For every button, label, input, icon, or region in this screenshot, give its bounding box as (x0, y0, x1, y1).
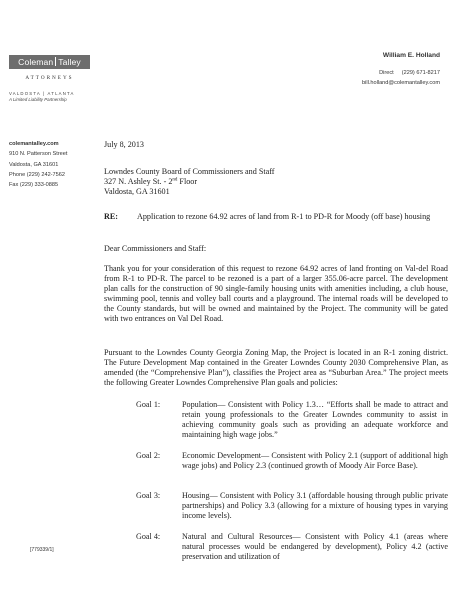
recipient-street-pre: 327 N. Ashley St. - 2 (104, 177, 173, 187)
goal-text: Population— Consistent with Policy 1.3… “Efforts shall be made to attract and retain young professionals to the Greater Lowndes community to assist in achieving community goals such as providing an adequate workforce and maintaining high wage jobs.” (182, 400, 448, 440)
recipient-street-sup: nd (172, 177, 178, 183)
direct-phone: (229) 671-8217 (401, 70, 440, 76)
recipient-city: Valdosta, GA 31601 (104, 187, 170, 197)
goal-text: Housing— Consistent with Policy 3.1 (affordable housing through public private partnerships) and Policy 3.3 (allowing for a mixture of housing types in varying income levels). (182, 491, 448, 521)
recipient-address (104, 167, 448, 197)
sender-direct-line (362, 69, 440, 79)
re-subject: Application to rezone 64.92 acres of land from R-1 to PD-R for Moody (off base) housing (137, 212, 431, 221)
firm-phone: Phone (229) 242-7562 (9, 171, 65, 178)
paragraph-intro: Thank you for your consideration of this request to rezone 64.92 acres of land fronting on Val-del Road from R-1 to PD-R. The parcel to be rezoned is a part of a larger 355.06-acre parcel. The development plan calls for the construction of 90 single-family housing units with amenities including, a club house, swimming pool, tennis and volley ball courts and a playground. The internal roads will be developed to the County standards, but will be owned and maintained by the Project. The community will be gated with two entrances on Val Del Road. (104, 264, 448, 324)
firm-website: colemantalley.com (9, 141, 59, 147)
logo-divider (55, 57, 56, 66)
direct-label: Direct (379, 70, 394, 76)
sender-block (362, 52, 440, 88)
sender-email: bill.holland@colemantalley.com (361, 79, 440, 86)
goal-text: Economic Development— Consistent with Policy 2.1 (support of additional high wage jobs) and Policy 2.3 (continued growth of Moody Air Force Base). (182, 451, 448, 471)
re-label: RE: (104, 212, 118, 221)
firm-city: Valdosta, GA 31601 (9, 161, 59, 168)
llp-label: A Limited Liability Partnership (9, 97, 67, 102)
recipient-name: Lowndes County Board of Commissioners and Staff (104, 167, 275, 176)
firm-contact-block (9, 139, 67, 190)
firm-street: 910 N. Patterson Street (9, 151, 68, 158)
sender-name: William E. Holland (382, 52, 440, 59)
goal-label: Goal 4: (136, 532, 161, 541)
firm-fax: Fax (229) 333-0885 (9, 182, 59, 189)
letter-date: July 8, 2013 (104, 140, 144, 149)
document-id: [779339/1] (30, 547, 54, 553)
goal-label: Goal 2: (136, 451, 161, 460)
goal-label: Goal 3: (136, 491, 161, 500)
logo-text-coleman: Coleman (18, 57, 54, 67)
firm-logo (9, 55, 90, 69)
paragraph-zoning: Pursuant to the Lowndes County Georgia Zoning Map, the Project is located in an R-1 zoning district. The Future Development Map contained in the Greater Lowndes County 2030 Comprehensive Plan, as amended (the “Comprehensive Plan”), classifies the Project area as “Suburban Area.” The project meets the following Greater Lowndes Comprehensive Plan goals and policies: (104, 348, 448, 388)
goal-label: Goal 1: (136, 400, 161, 409)
salutation: Dear Commissioners and Staff: (104, 244, 207, 253)
recipient-street-post: Floor (177, 177, 198, 187)
goal-text: Natural and Cultural Resources— Consistent with Policy 4.1 (areas where natural processes would be endangered by development), Policy 4.2 (active preservation and utilization of (182, 532, 448, 562)
office-cities: VALDOSTA | ATLANTA (9, 91, 75, 96)
logo-text-talley: Talley (58, 57, 81, 67)
recipient-street (104, 177, 448, 187)
attorneys-label: ATTORNEYS (25, 75, 74, 81)
